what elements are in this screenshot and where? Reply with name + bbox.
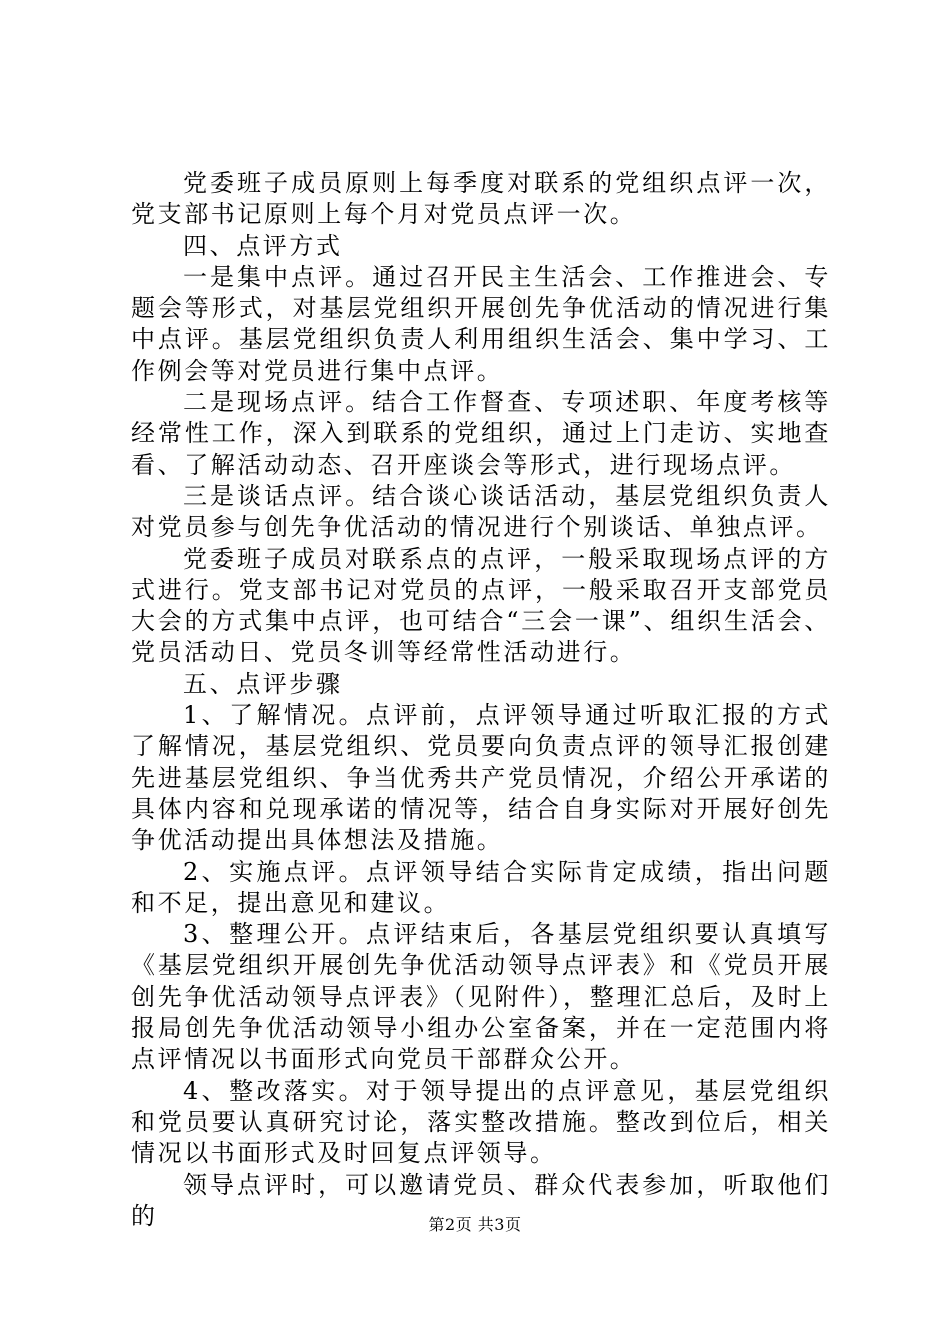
page-number-footer: 第2页 共3页 xyxy=(428,1215,522,1234)
document-body xyxy=(131,168,831,1232)
paragraph-step-implement: 2、实施点评。点评领导结合实际肯定成绩，指出问题和不足，提出意见和建议。 xyxy=(131,857,831,917)
paragraph-review-frequency: 党委班子成员原则上每季度对联系的党组织点评一次，党支部书记原则上每个月对党员点评一次。 xyxy=(131,169,831,229)
paragraph-onsite-review: 二是现场点评。结合工作督查、专项述职、年度考核等经常性工作，深入到联系的党组织，通过上门走访、实地查看、了解活动动态、召开座谈会等形式，进行现场点评。 xyxy=(131,388,831,479)
paragraph-invite-representatives: 领导点评时，可以邀请党员、群众代表参加，听取他们的 xyxy=(131,1170,831,1230)
paragraph-step-publish: 3、整理公开。点评结束后，各基层党组织要认真填写《基层党组织开展创先争优活动领导点评表》和《党员开展创先争优活动领导点评表》（见附件），整理汇总后，及时上报局创先争优活动领导小组办公室备案，并在一定范围内将点评情况以书面形式向党员干部群众公开。 xyxy=(131,920,831,1074)
paragraph-centralized-review: 一是集中点评。通过召开民主生活会、工作推进会、专题会等形式，对基层党组织开展创先争优活动的情况进行集中点评。基层党组织负责人利用组织生活会、集中学习、工作例会等对党员进行集中点评。 xyxy=(131,262,831,385)
section-heading-review-steps: 五、点评步骤 xyxy=(183,669,343,698)
paragraph-step-understand: 1、了解情况。点评前，点评领导通过听取汇报的方式了解情况，基层党组织、党员要向负责点评的领导汇报创建先进基层党组织、争当优秀共产党员情况，介绍公开承诺的具体内容和兑现承诺的情况等，结合自身实际对开展好创先争优活动提出具体想法及措施。 xyxy=(131,701,831,855)
section-heading-review-methods: 四、点评方式 xyxy=(183,231,343,260)
paragraph-step-rectify: 4、整改落实。对于领导提出的点评意见，基层党组织和党员要认真研究讨论，落实整改措施。整改到位后，相关情况以书面形式及时回复点评领导。 xyxy=(131,1076,831,1168)
paragraph-talk-review: 三是谈话点评。结合谈心谈话活动，基层党组织负责人对党员参与创先争优活动的情况进行个别谈话、单独点评。 xyxy=(131,481,831,542)
paragraph-review-approach: 党委班子成员对联系点的点评，一般采取现场点评的方式进行。党支部书记对党员的点评，一般采取召开支部党员大会的方式集中点评，也可结合“三会一课”、组织生活会、党员活动日、党员冬训等经常性活动进行。 xyxy=(131,544,831,667)
